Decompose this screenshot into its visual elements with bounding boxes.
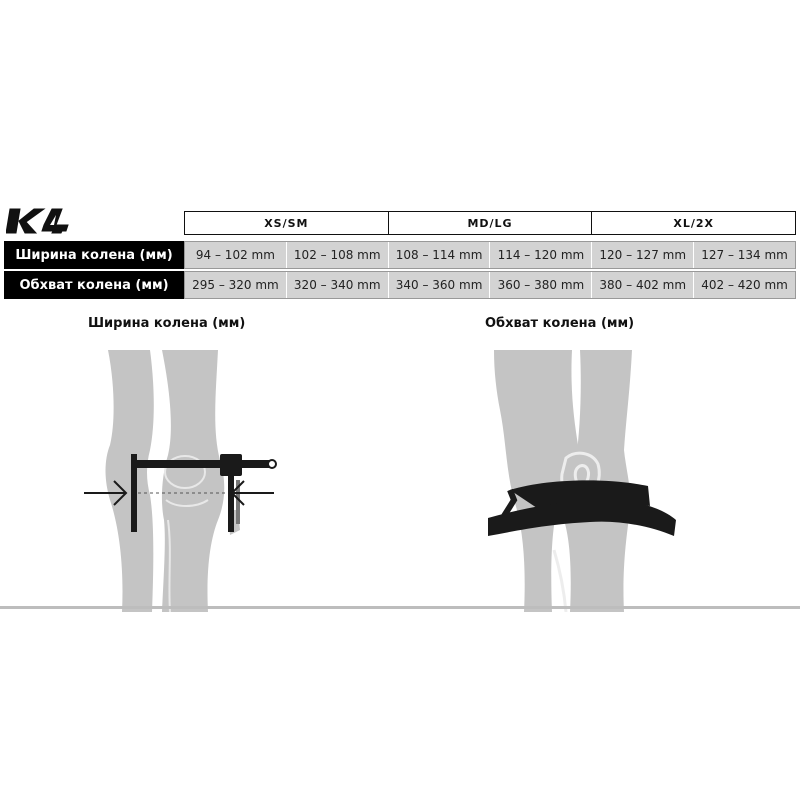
size-header-md-lg: MD/LG [389, 212, 593, 234]
table-row-knee-circumference [4, 271, 796, 299]
size-header-xs-sm: XS/SM [185, 212, 389, 234]
table-cell: 295 – 320 mm [185, 272, 287, 298]
k4-logo-icon [6, 206, 72, 236]
row-label-knee-circumference: Обхват колена (мм) [4, 271, 184, 299]
table-cell: 380 – 402 mm [592, 272, 694, 298]
figure-title-knee-circumference: Обхват колена (мм) [485, 316, 635, 331]
table-row-knee-width [4, 241, 796, 269]
row-label-knee-width: Ширина колена (мм) [4, 241, 184, 269]
table-cell: 94 – 102 mm [185, 242, 287, 268]
bottom-divider [0, 606, 800, 609]
table-cell: 402 – 420 mm [701, 278, 788, 292]
table-cell: 102 – 108 mm [287, 242, 389, 268]
size-header-xl-2x: XL/2X [673, 216, 714, 230]
row-cells-knee-circumference [184, 271, 796, 299]
table-cell: 108 – 114 mm [389, 242, 491, 268]
knee-width-illustration [80, 350, 300, 612]
table-cell: 127 – 134 mm [701, 248, 788, 262]
table-cell: 114 – 120 mm [490, 242, 592, 268]
table-cell: 360 – 380 mm [490, 272, 592, 298]
table-cell: 340 – 360 mm [389, 272, 491, 298]
size-header [184, 211, 796, 235]
table-cell: 120 – 127 mm [592, 242, 694, 268]
row-cells-knee-width [184, 241, 796, 269]
knee-circumference-illustration [480, 350, 700, 612]
table-cell: 320 – 340 mm [287, 272, 389, 298]
leg-silhouette-icon [106, 350, 241, 612]
figure-title-knee-width: Ширина колена (мм) [88, 316, 246, 331]
